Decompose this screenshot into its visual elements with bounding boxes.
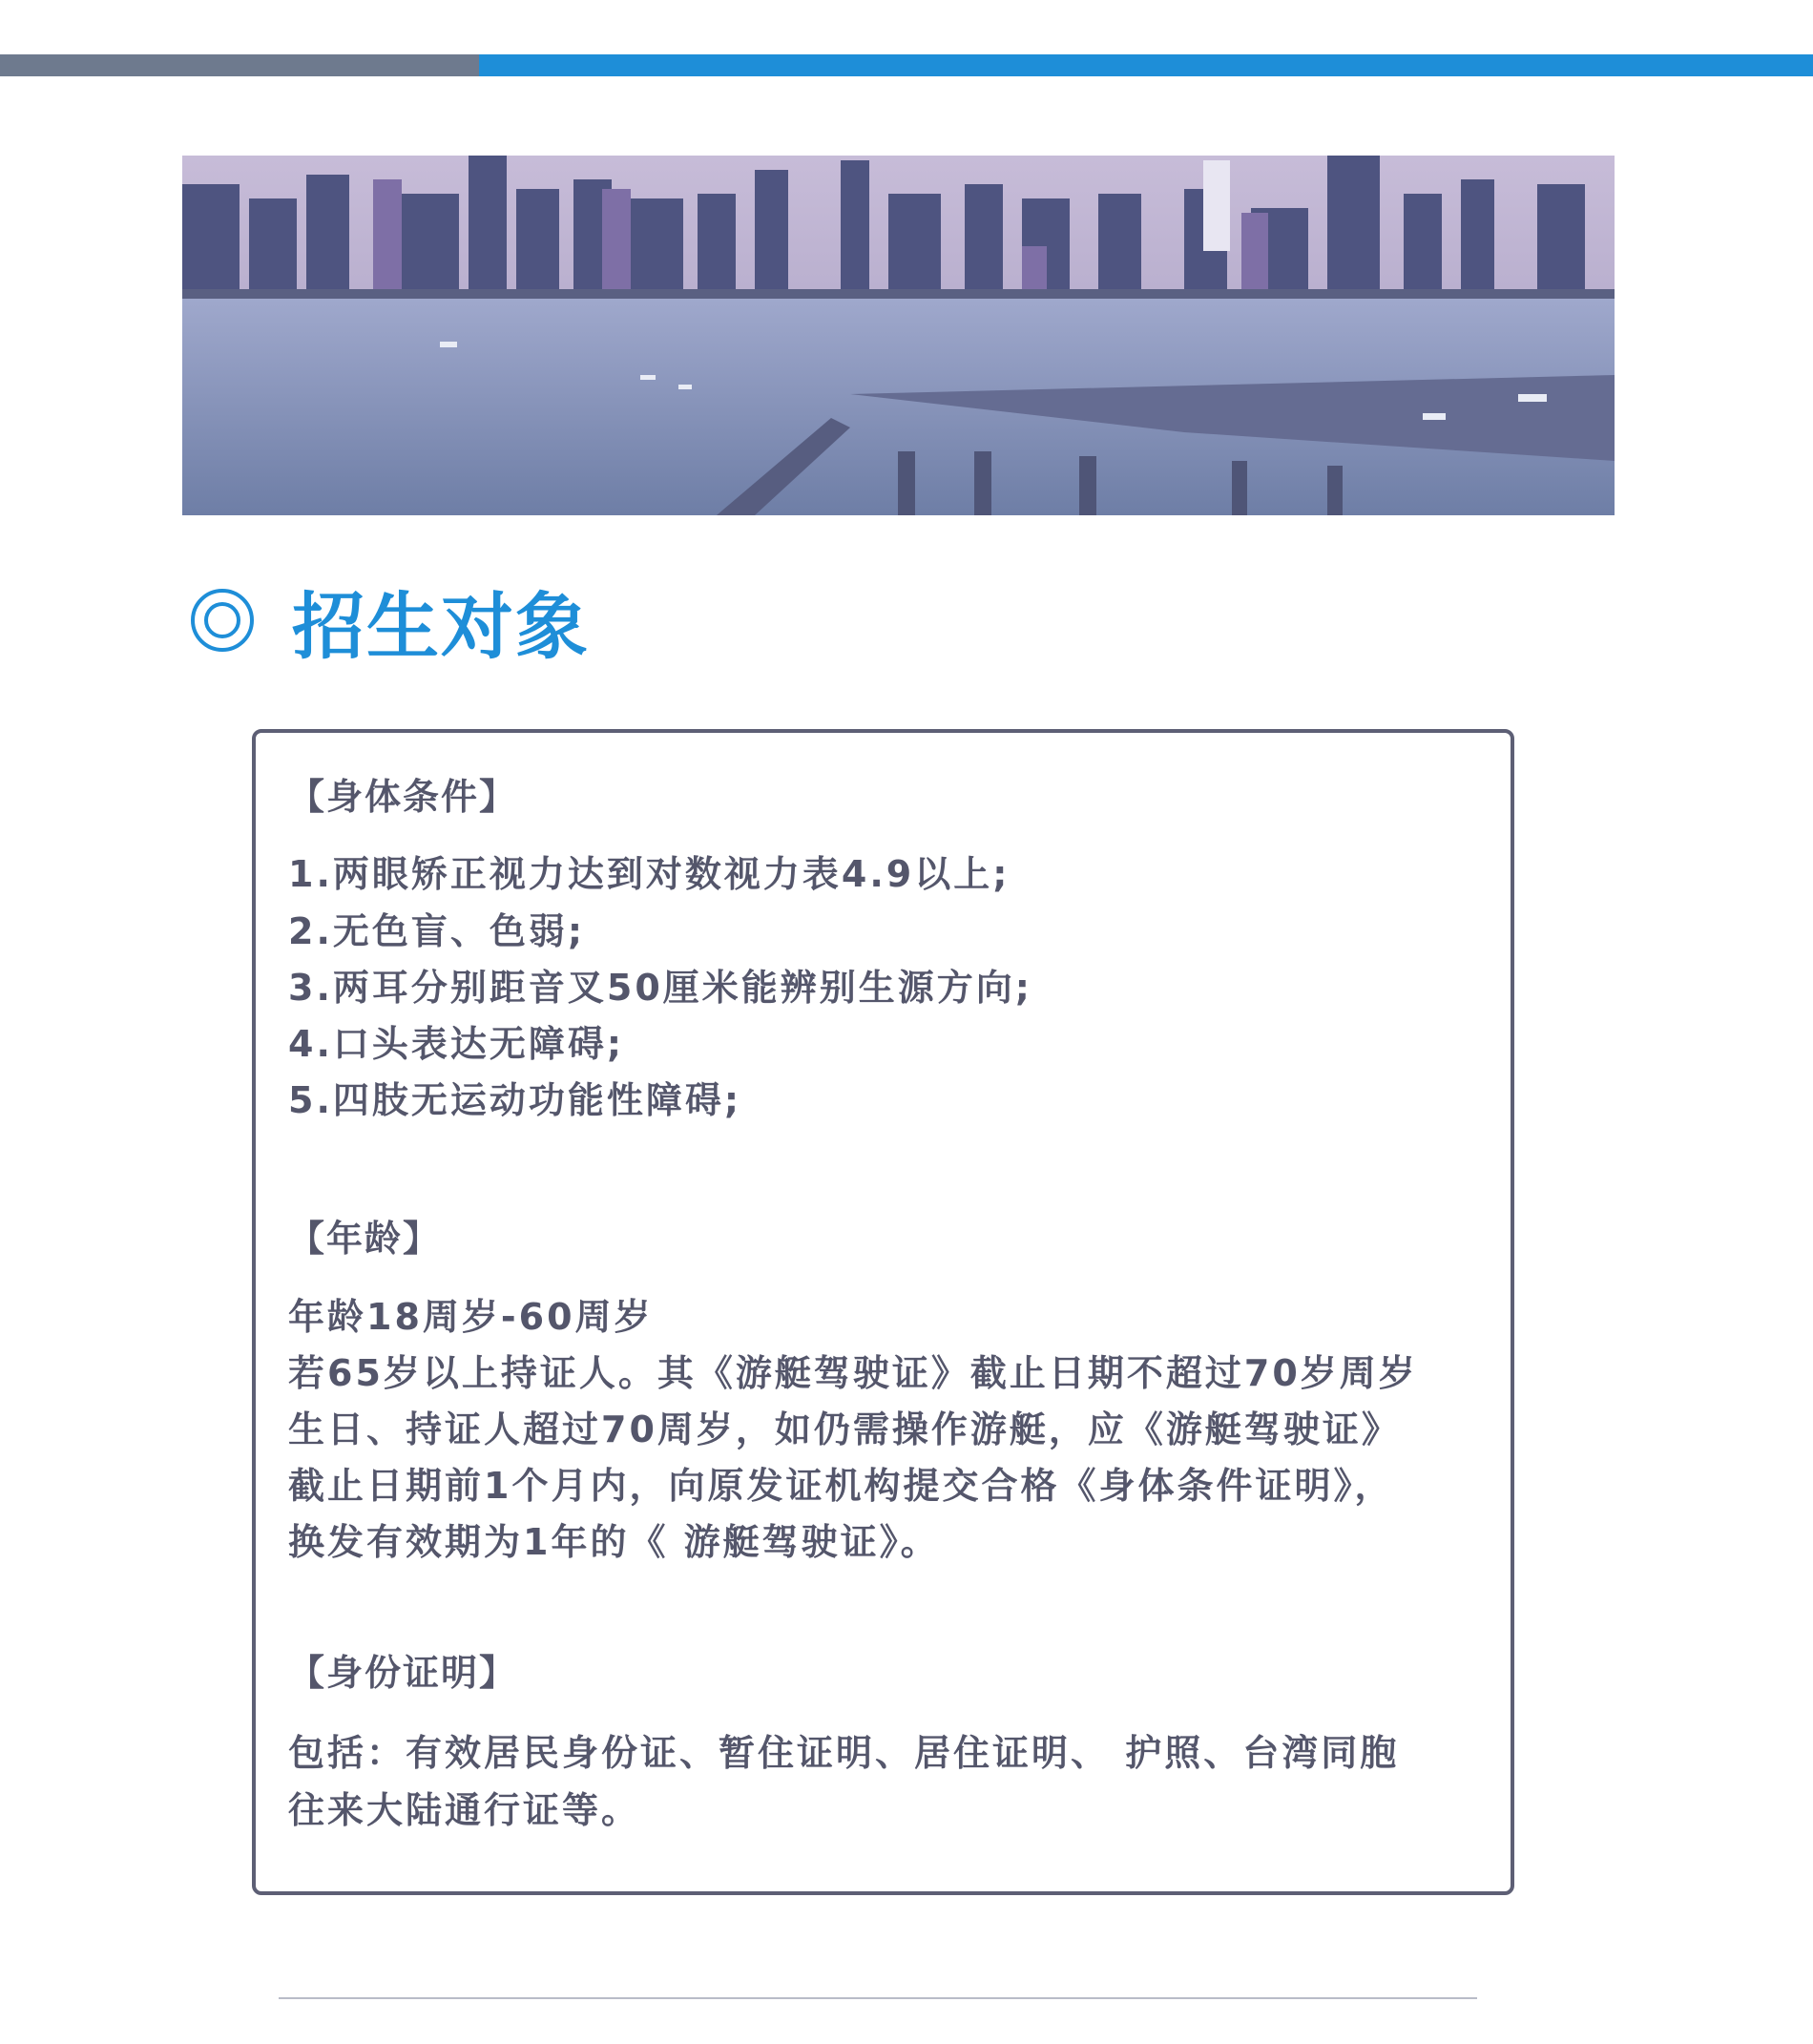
age-line: 年龄18周岁-60周岁 — [288, 1296, 654, 1338]
physical-item: 4.口头表达无障碍; — [288, 1023, 625, 1065]
physical-item: 3.两耳分别距音叉50厘米能辨别生源方向; — [288, 967, 1032, 1009]
double-circle-icon — [191, 589, 254, 652]
age-line: 若65岁以上持证人。其《游艇驾驶证》截止日期不超过70岁周岁 — [288, 1352, 1418, 1394]
top-bar-grey — [0, 54, 479, 76]
section-heading — [191, 573, 590, 668]
identity-heading: 【身份证明】 — [288, 1652, 518, 1694]
identity-line: 往来大陆通行证等。 — [288, 1789, 641, 1831]
section-title: 招生对象 — [292, 583, 590, 669]
identity-line: 包括：有效居民身份证、暂住证明、居住证明、 护照、台湾同胞 — [288, 1732, 1400, 1774]
age-line: 截止日期前1个月内，向原发证机构提交合格《身体条件证明》， — [288, 1465, 1394, 1507]
age-line: 生日、持证人超过70周岁，如仍需操作游艇，应《游艇驾驶证》 — [288, 1408, 1401, 1450]
top-bar-blue — [479, 54, 1813, 76]
physical-item: 2.无色盲、色弱; — [288, 910, 586, 952]
age-line: 换发有效期为1年的《 游艇驾驶证》。 — [288, 1521, 940, 1563]
physical-item: 1.两眼矫正视力达到对数视力表4.9以上; — [288, 853, 1011, 895]
age-heading: 【年龄】 — [288, 1218, 442, 1260]
physical-item: 5.四肢无运动功能性障碍; — [288, 1079, 742, 1121]
physical-heading: 【身体条件】 — [288, 776, 518, 818]
bottom-divider — [279, 1997, 1477, 1999]
hero-image — [182, 156, 1615, 515]
